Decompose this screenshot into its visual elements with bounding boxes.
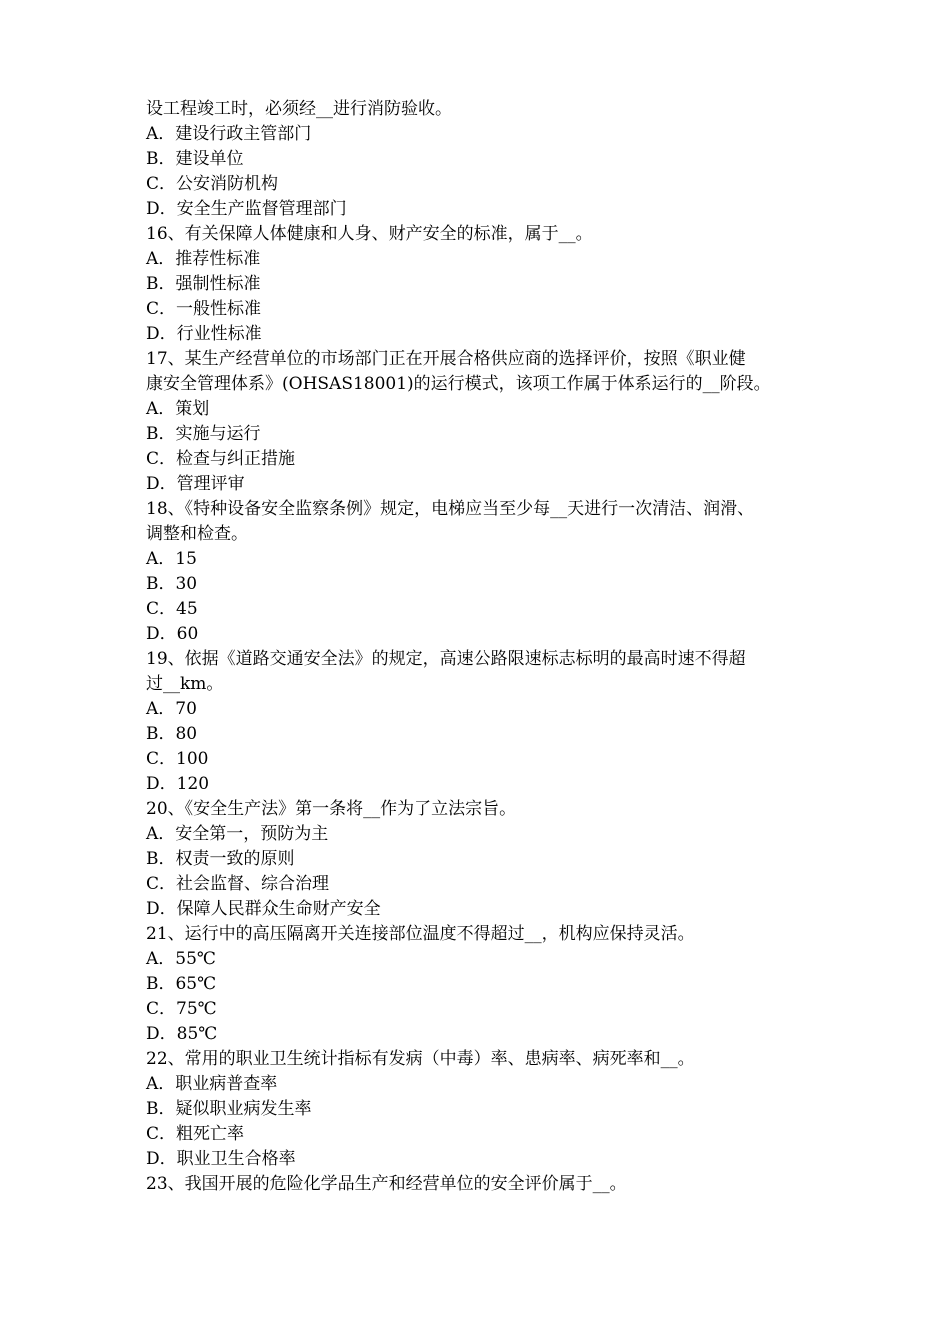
text-line: A．70 [146,699,197,719]
text-line: C．100 [146,749,209,769]
text-line: C．粗死亡率 [146,1124,245,1144]
text-line: A．推荐性标准 [146,249,261,269]
text-line: 设工程竣工时，必须经__进行消防验收。 [146,99,452,119]
text-line: D．保障人民群众生命财产安全 [146,899,381,919]
text-line: 20、《安全生产法》第一条将__作为了立法宗旨。 [146,799,517,819]
text-line: B．权责一致的原则 [146,849,295,869]
text-line: D．安全生产监督管理部门 [146,199,347,219]
text-line: 16、有关保障人体健康和人身、财产安全的标准，属于__。 [146,224,593,244]
text-line: 17、某生产经营单位的市场部门正在开展合格供应商的选择评价，按照《职业健 [146,349,746,369]
text-line: 21、运行中的高压隔离开关连接部位温度不得超过__，机构应保持灵活。 [146,924,695,944]
text-line: D．行业性标准 [146,324,262,344]
text-line: 调整和检查。 [146,524,248,544]
text-line: C．一般性标准 [146,299,262,319]
text-line: 18、《特种设备安全监察条例》规定，电梯应当至少每__天进行一次清洁、润滑、 [146,499,755,519]
text-line: A．15 [146,549,197,569]
text-line: A．策划 [146,399,210,419]
text-line: B．80 [146,724,198,744]
text-line: C．检查与纠正措施 [146,449,296,469]
text-line: D．职业卫生合格率 [146,1149,296,1169]
text-line: 康安全管理体系》(OHSAS18001)的运行模式，该项工作属于体系运行的__阶段。 [146,374,771,394]
text-line: C．45 [146,599,198,619]
text-line: C．75℃ [146,999,217,1019]
text-line: A．安全第一，预防为主 [146,824,329,844]
text-line: B．实施与运行 [146,424,261,444]
text-line: D．60 [146,624,199,644]
text-line: B．强制性标准 [146,274,261,294]
text-line: B．建设单位 [146,149,244,169]
text-line: C．公安消防机构 [146,174,279,194]
text-line: 22、常用的职业卫生统计指标有发病（中毒）率、患病率、病死率和__。 [146,1049,695,1069]
text-line: 过__km。 [146,674,224,694]
text-line: B．65℃ [146,974,217,994]
text-line: D．85℃ [146,1024,218,1044]
text-line: B．疑似职业病发生率 [146,1099,312,1119]
text-line: 19、依据《道路交通安全法》的规定，高速公路限速标志标明的最高时速不得超 [146,649,746,669]
text-line: D．管理评审 [146,474,245,494]
text-line: A．建设行政主管部门 [146,124,312,144]
text-line: A．55℃ [146,949,216,969]
text-line: B．30 [146,574,198,594]
text-line: D．120 [146,774,210,794]
text-line: A．职业病普查率 [146,1074,278,1094]
document-page [146,97,826,1197]
text-line: 23、我国开展的危险化学品生产和经营单位的安全评价属于__。 [146,1174,627,1194]
text-line: C．社会监督、综合治理 [146,874,330,894]
